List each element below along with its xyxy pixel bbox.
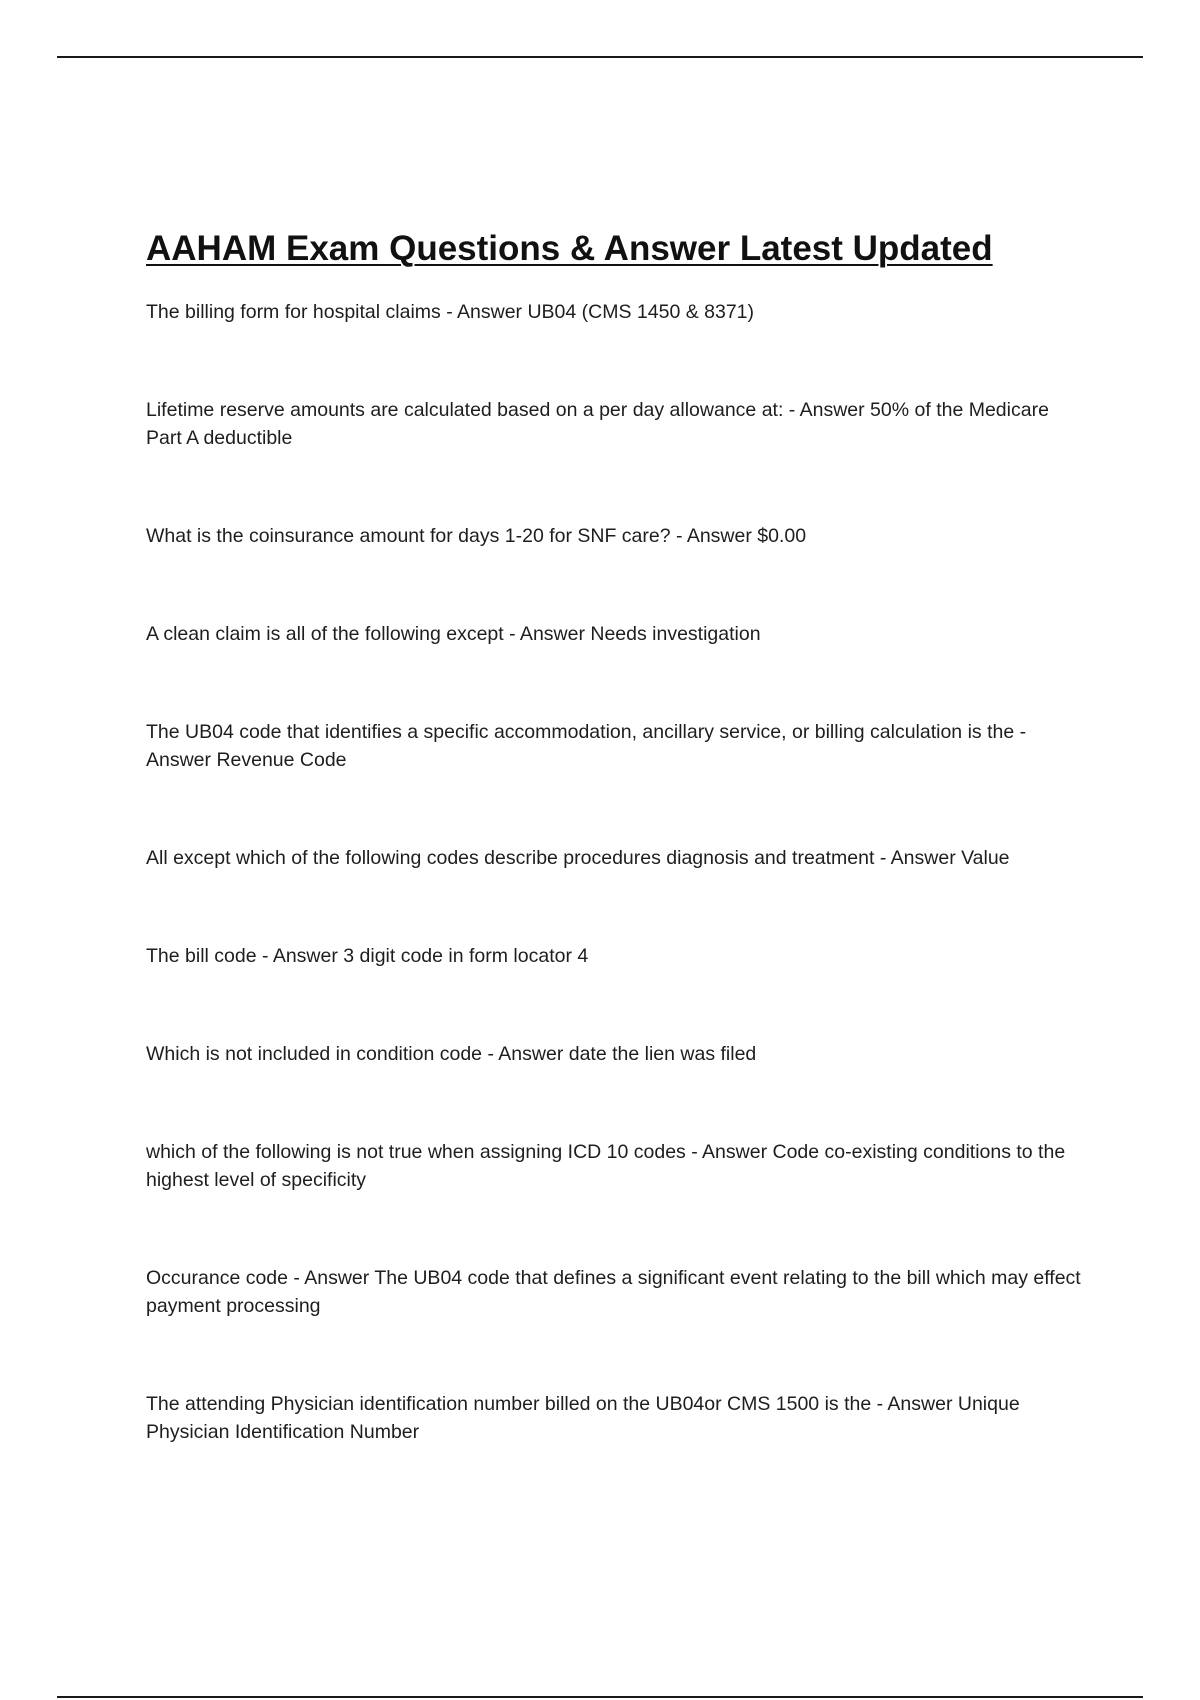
document-body — [146, 226, 1086, 1516]
qa-item-6: All except which of the following codes describe procedures diagnosis and treatment - Answer Value — [146, 847, 1010, 869]
qa-item-11: The attending Physician identification number billed on the UB04or CMS 1500 is the - Answer Unique Physician Identification Number — [146, 1393, 1020, 1443]
qa-item-3: What is the coinsurance amount for days 1-20 for SNF care? - Answer $0.00 — [146, 525, 807, 547]
qa-item-7: The bill code - Answer 3 digit code in form locator 4 — [146, 945, 589, 967]
qa-item-10: Occurance code - Answer The UB04 code that defines a significant event relating to the bill which may effect payment processing — [146, 1267, 1081, 1317]
qa-item-5: The UB04 code that identifies a specific accommodation, ancillary service, or billing calculation is the - Answer Revenue Code — [146, 721, 1027, 771]
footer-rule — [57, 1696, 1143, 1698]
page-title: AAHAM Exam Questions & Answer Latest Updated — [146, 229, 993, 268]
qa-item-1: The billing form for hospital claims - Answer UB04 (CMS 1450 & 8371) — [146, 301, 755, 323]
qa-list — [146, 298, 1086, 1446]
qa-item-8: Which is not included in condition code - Answer date the lien was filed — [146, 1043, 757, 1065]
qa-item-2: Lifetime reserve amounts are calculated based on a per day allowance at: - Answer 50% of the Medicare Part A deductible — [146, 399, 1049, 449]
header-rule — [57, 56, 1143, 58]
qa-item-4: A clean claim is all of the following except - Answer Needs investigation — [146, 623, 761, 645]
qa-item-9: which of the following is not true when assigning ICD 10 codes - Answer Code co-existing conditions to the highest level of specificity — [146, 1141, 1066, 1191]
